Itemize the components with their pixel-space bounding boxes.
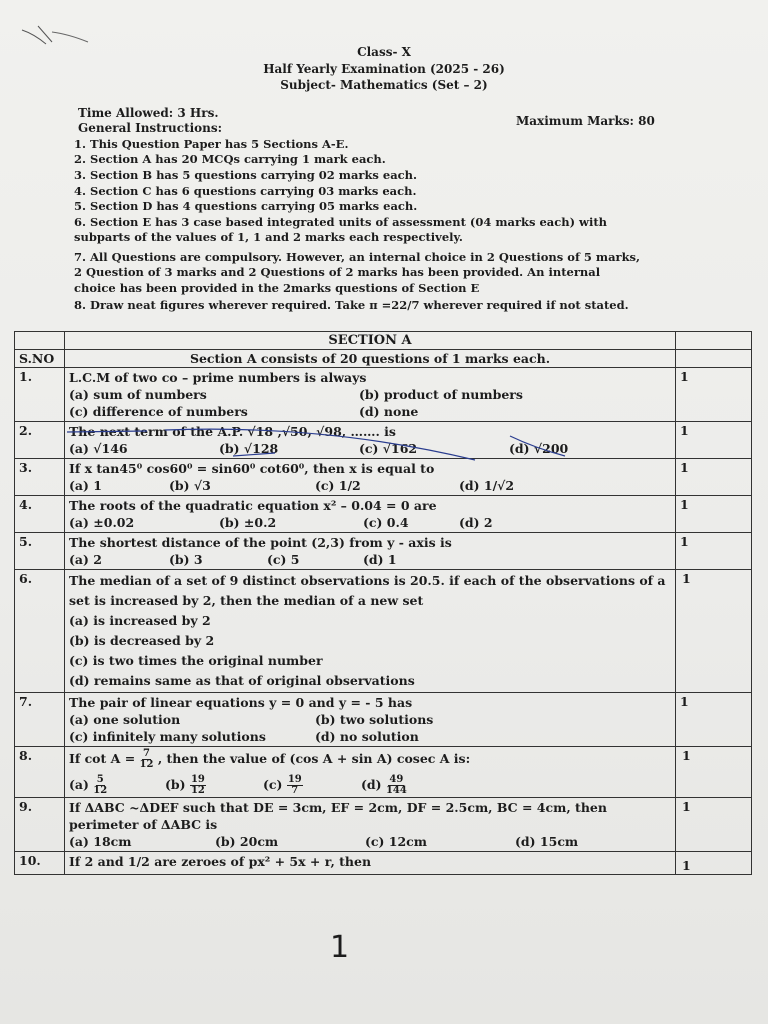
- instruction-line: 3. Section B has 5 questions carrying 02 marks each.: [74, 168, 418, 182]
- instruction-line: 2. Section A has 20 MCQs carrying 1 mark each.: [74, 152, 386, 166]
- question-body: [65, 747, 676, 798]
- option-c: (c) infinitely many solutions: [69, 729, 266, 744]
- question-mark: 1: [676, 459, 752, 496]
- instruction-line: 2 Question of 3 marks and 2 Questions of 2 marks has been provided. An internal: [74, 265, 601, 279]
- question-text: If ΔABC ~ΔDEF such that DE = 3cm, EF = 2cm, DF = 2.5cm, BC = 4cm, then perimeter of ΔABC is: [69, 800, 607, 832]
- option-a: (a) √146: [69, 441, 128, 456]
- instruction-line: subparts of the values of 1, 1 and 2 marks each respectively.: [74, 230, 463, 244]
- option-b: (b) product of numbers: [359, 387, 523, 402]
- time-allowed: Time Allowed: 3 Hrs.: [78, 106, 219, 120]
- instruction-line: 8. Draw neat figures wherever required. Take π =22/7 wherever required if not stated.: [74, 298, 629, 312]
- option-d: (d) 15cm: [515, 834, 579, 849]
- option-b: (b) ±0.2: [219, 515, 277, 530]
- question-body: [65, 368, 676, 422]
- instruction-line: 7. All Questions are compulsory. However, an internal choice in 2 Questions of 5 marks,: [74, 250, 641, 264]
- question-row: [15, 533, 752, 570]
- question-number: 9.: [15, 798, 65, 852]
- instruction-line: 1. This Question Paper has 5 Sections A-E.: [74, 137, 349, 151]
- question-mark: 1: [676, 496, 752, 533]
- instruction-line: 6. Section E has 3 case based integrated units of assessment (04 marks each) with: [74, 215, 607, 229]
- question-number: 3.: [15, 459, 65, 496]
- option-b: (b) 3: [169, 552, 203, 567]
- option-a: (a) one solution: [69, 712, 181, 727]
- question-body: [65, 496, 676, 533]
- option-a: (a) 1: [69, 478, 102, 493]
- section-header-row: [15, 332, 752, 350]
- question-mark: 1: [676, 533, 752, 570]
- question-row: [15, 693, 752, 747]
- instruction-line: 5. Section D has 4 questions carrying 05 marks each.: [74, 199, 418, 213]
- question-row: [15, 422, 752, 459]
- option-a: (a) 18cm: [69, 834, 132, 849]
- question-number: 7.: [15, 693, 65, 747]
- question-mark: 1: [676, 693, 752, 747]
- option-c: (c) √162: [359, 441, 418, 456]
- option-d: (d) 2: [459, 515, 493, 530]
- question-row: [15, 496, 752, 533]
- maximum-marks: Maximum Marks: 80: [516, 114, 655, 128]
- question-number: 1.: [15, 368, 65, 422]
- option-a: (a) 2: [69, 552, 102, 567]
- question-body: [65, 693, 676, 747]
- option-a: (a) ±0.02: [69, 515, 135, 530]
- option-b: (b) two solutions: [315, 712, 434, 727]
- option-c: (c) $\frac{19}{7}$: [263, 774, 302, 796]
- question-mark: 1: [676, 747, 752, 798]
- option-b: (b) √128: [219, 441, 279, 456]
- exam-title: Half Yearly Examination (2025 - 26): [263, 62, 505, 76]
- option-c: (c) 1/2: [315, 478, 361, 493]
- section-subheader-row: [15, 350, 752, 368]
- instruction-line: 4. Section C has 6 questions carrying 03 marks each.: [74, 184, 417, 198]
- question-mark: 1: [676, 852, 752, 875]
- question-body: [65, 798, 676, 852]
- question-row: [15, 570, 752, 693]
- option-d: (d) no solution: [315, 729, 419, 744]
- option-c: (c) 5: [267, 552, 300, 567]
- question-mark: 1: [676, 570, 752, 693]
- question-text: The roots of the quadratic equation x² – 0.04 = 0 are: [69, 498, 437, 513]
- question-row: [15, 798, 752, 852]
- fraction: $\frac{7}{12}$: [139, 748, 154, 770]
- option-d: (d) none: [359, 404, 419, 419]
- question-number: 6.: [15, 570, 65, 693]
- question-mark: 1: [676, 368, 752, 422]
- question-body: [65, 570, 676, 693]
- page-number: 1: [330, 930, 350, 965]
- question-text: If cot A = $\frac{7}{12}$ , then the value of (cos A + sin A) cosec A is:: [69, 748, 471, 770]
- section-subtitle: Section A consists of 20 questions of 1 marks each.: [65, 350, 676, 368]
- option-c: (c) difference of numbers: [69, 404, 248, 419]
- question-text: If x tan45⁰ cos60⁰ = sin60⁰ cot60⁰, then x is equal to: [69, 461, 435, 476]
- option-d: (d) √200: [509, 441, 569, 456]
- option-d: (d) remains same as that of original observations: [69, 673, 415, 688]
- option-c: (c) 12cm: [365, 834, 428, 849]
- question-mark: 1: [676, 422, 752, 459]
- question-text: L.C.M of two co – prime numbers is always: [69, 370, 367, 385]
- option-d: (d) $\frac{49}{144}$: [361, 774, 407, 796]
- question-body: [65, 422, 676, 459]
- question-number: 5.: [15, 533, 65, 570]
- option-c: (c) 0.4: [363, 515, 409, 530]
- option-c: (c) is two times the original number: [69, 653, 323, 668]
- question-table: [14, 331, 752, 875]
- question-row: [15, 852, 752, 875]
- instructions-title: General Instructions:: [78, 121, 223, 135]
- option-d: (d) 1: [363, 552, 397, 567]
- section-title: SECTION A: [65, 332, 676, 350]
- question-body: [65, 533, 676, 570]
- option-b: (b) 20cm: [215, 834, 279, 849]
- question-text: If 2 and 1/2 are zeroes of px² + 5x + r, then: [69, 854, 372, 869]
- option-a: (a) is increased by 2: [69, 613, 211, 628]
- subject-title: Subject- Mathematics (Set – 2): [280, 78, 488, 92]
- option-b: (b) √3: [169, 478, 211, 493]
- question-text: The next term of the A.P. √18 ,√50, √98, ……. is: [69, 424, 396, 439]
- question-text: The shortest distance of the point (2,3) from y - axis is: [69, 535, 452, 550]
- question-body: [65, 459, 676, 496]
- option-a: (a) $\frac{5}{12}$: [69, 774, 108, 796]
- option-d: (d) 1/√2: [459, 478, 515, 493]
- question-mark: 1: [676, 798, 752, 852]
- question-body: [65, 852, 676, 875]
- option-a: (a) sum of numbers: [69, 387, 207, 402]
- option-b: (b) $\frac{19}{12}$: [165, 774, 205, 796]
- option-b: (b) is decreased by 2: [69, 633, 215, 648]
- question-number: 2.: [15, 422, 65, 459]
- instruction-line: choice has been provided in the 2marks questions of Section E: [74, 281, 480, 295]
- question-row: [15, 368, 752, 422]
- question-number: 4.: [15, 496, 65, 533]
- question-number: 8.: [15, 747, 65, 798]
- question-number: 10.: [15, 852, 65, 875]
- question-text: The median of a set of 9 distinct observations is 20.5. if each of the observations of a set is increased by 2, then the median of a new set: [69, 573, 666, 608]
- question-text: The pair of linear equations y = 0 and y = - 5 has: [69, 695, 413, 710]
- pen-strike-marks: [65, 422, 625, 462]
- question-row: [15, 459, 752, 496]
- sno-header: S.NO: [15, 350, 65, 368]
- question-row: [15, 747, 752, 798]
- class-title: Class- X: [357, 45, 411, 59]
